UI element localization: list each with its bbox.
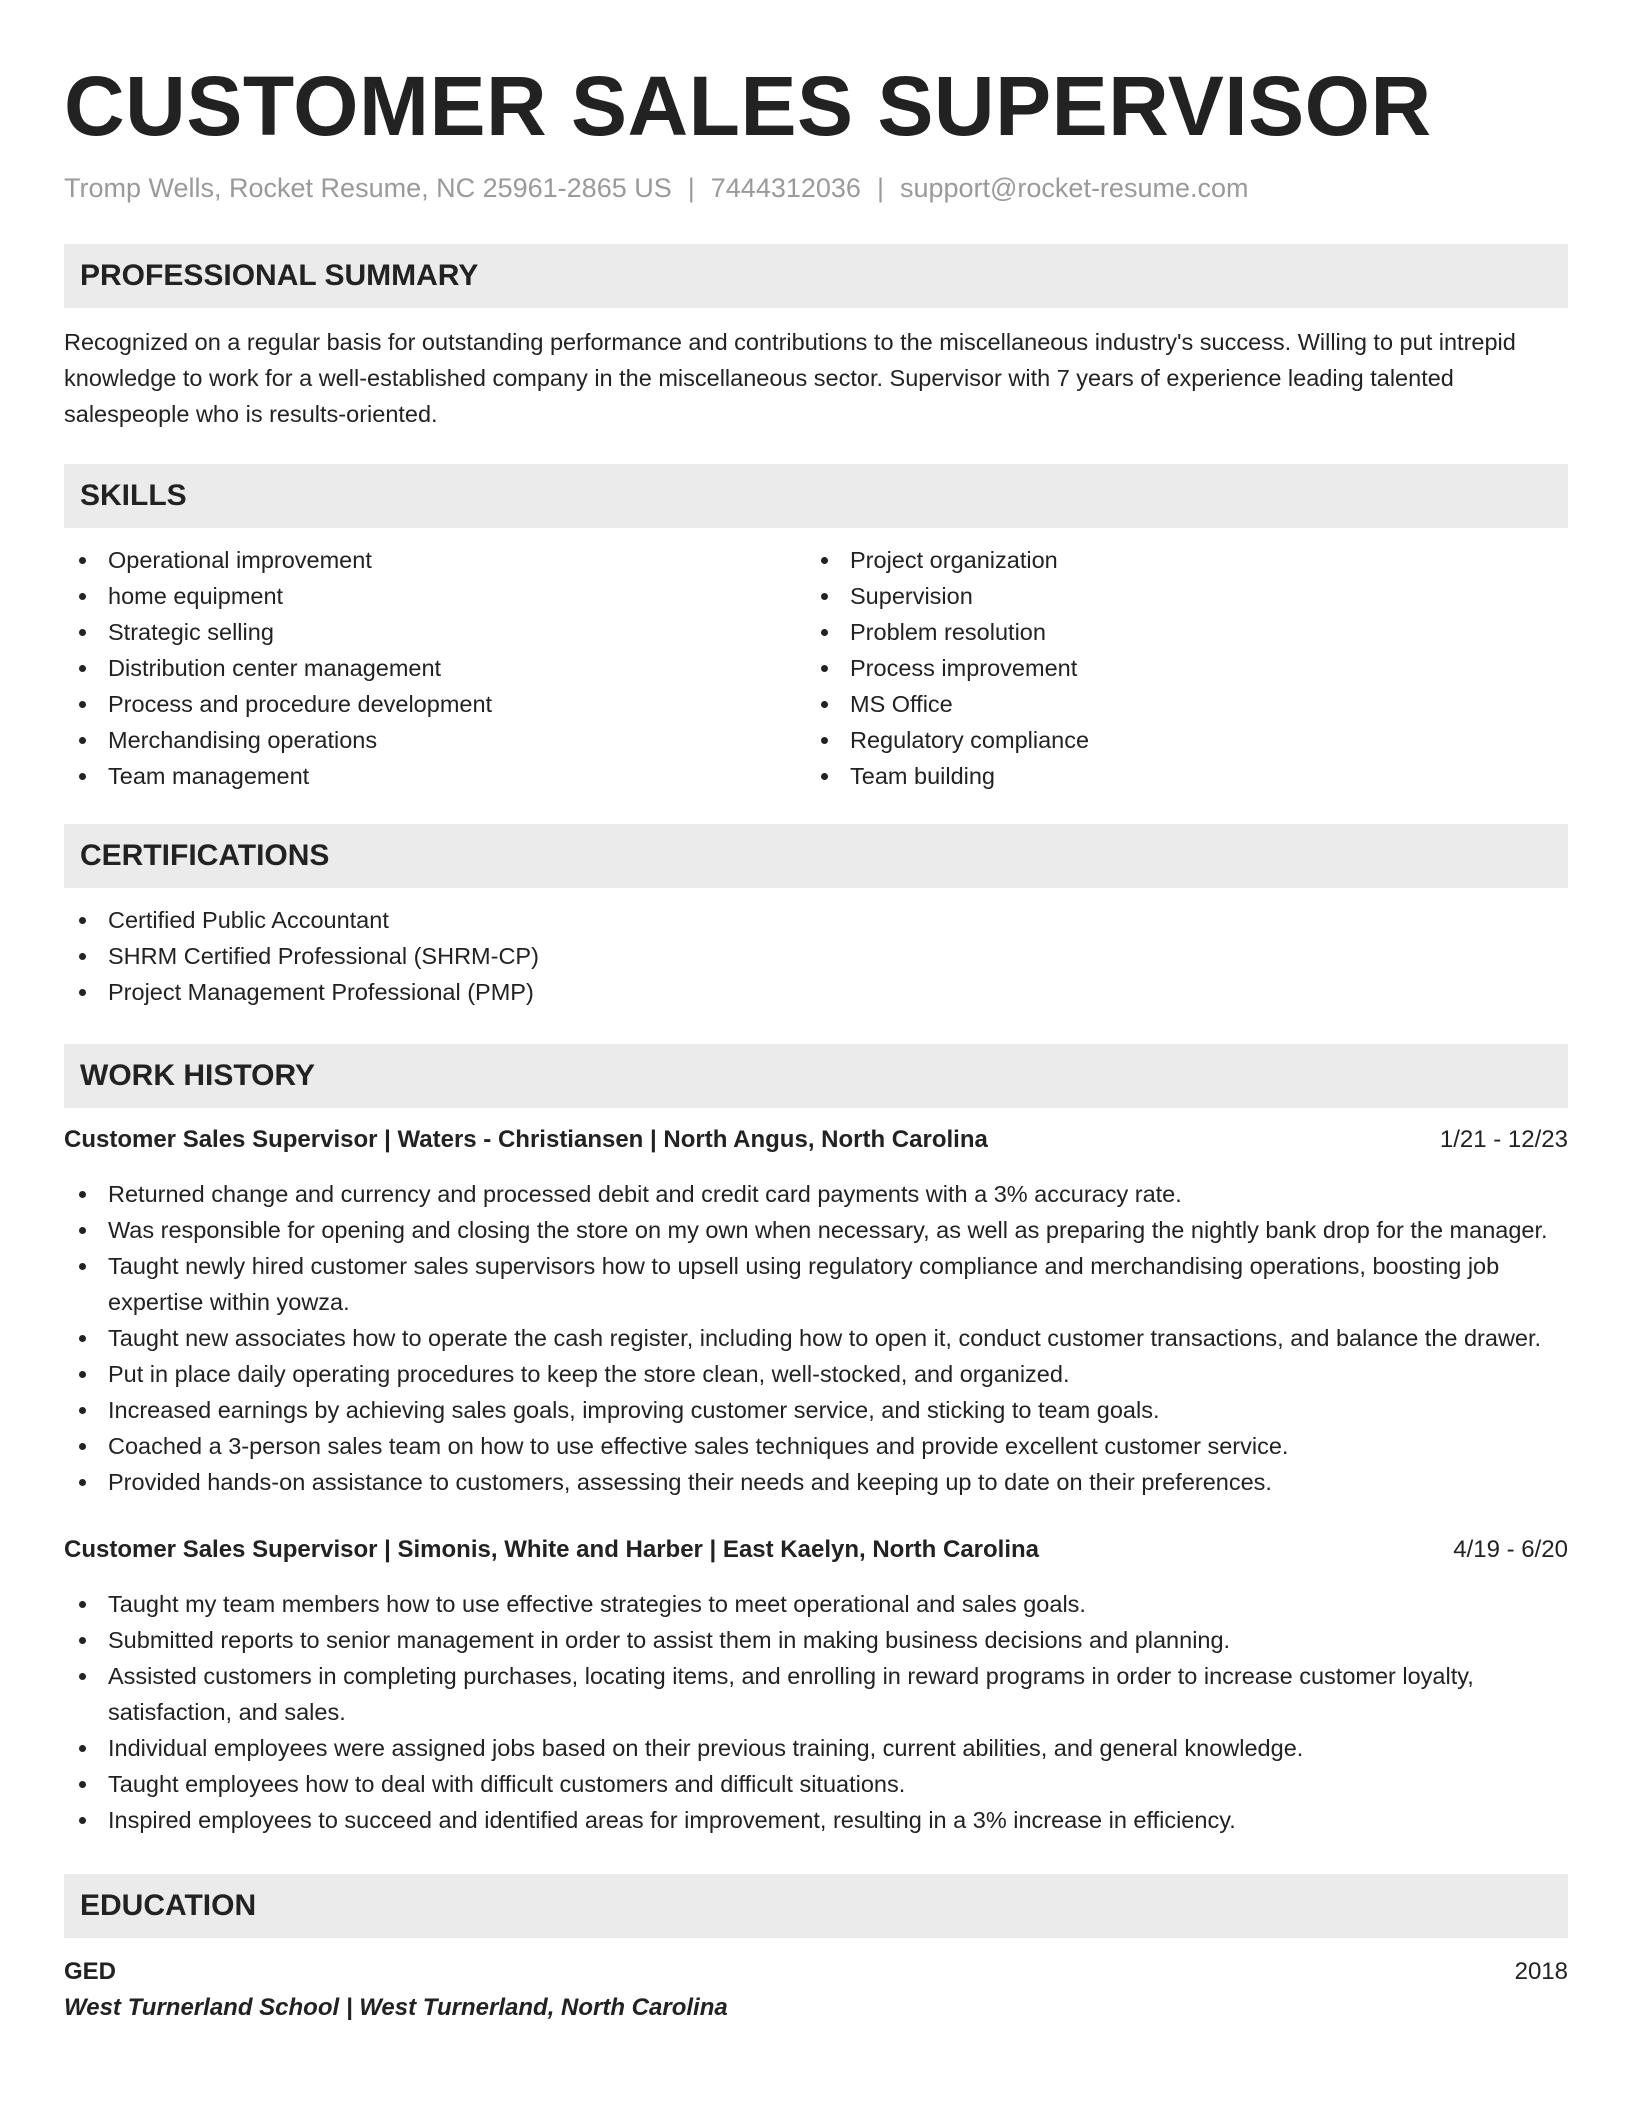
job-header [64,1122,1568,1158]
section-heading-work-history: WORK HISTORY [64,1044,1568,1108]
job-bullet: Taught newly hired customer sales supervisors how to upsell using regulatory compliance and merchandising operations, boosting job expertise within yowza. [64,1248,1568,1320]
job-bullets [64,1586,1568,1838]
contact-email: support@rocket-resume.com [899,173,1249,203]
skill-item: Operational improvement [64,542,806,578]
contact-separator: | [687,173,695,203]
job-bullet: Provided hands-on assistance to customers, assessing their needs and keeping up to date on their preferences. [64,1464,1568,1500]
job-bullet: Taught employees how to deal with difficult customers and difficult situations. [64,1766,1568,1802]
job-title: Customer Sales Supervisor | Waters - Christiansen | North Angus, North Carolina [64,1126,988,1153]
education-entry [64,1954,1568,1990]
skill-item: Regulatory compliance [806,722,1548,758]
job-bullet: Was responsible for opening and closing the store on my own when necessary, as well as preparing the nightly bank drop for the manager. [64,1212,1568,1248]
skill-item: Project organization [806,542,1548,578]
skills-column-left [64,542,806,794]
job-entry [64,1532,1568,1838]
skill-item: Team building [806,758,1548,794]
job-dates: 1/21 - 12/23 [1439,1126,1568,1153]
job-bullets [64,1176,1568,1500]
skill-item: MS Office [806,686,1548,722]
skill-item: Strategic selling [64,614,806,650]
certification-item: SHRM Certified Professional (SHRM-CP) [64,938,1568,974]
section-heading-summary: PROFESSIONAL SUMMARY [64,244,1568,308]
job-bullet: Assisted customers in completing purchases, locating items, and enrolling in reward programs in order to increase customer loyalty, satisfaction, and sales. [64,1658,1568,1730]
skill-item: Team management [64,758,806,794]
certifications-list [64,902,1568,1010]
resume-title: CUSTOMER SALES SUPERVISOR [64,59,1432,153]
contact-separator: | [876,173,884,203]
job-bullet: Inspired employees to succeed and identified areas for improvement, resulting in a 3% increase in efficiency. [64,1802,1568,1838]
job-entry [64,1122,1568,1500]
contact-address: Tromp Wells, Rocket Resume, NC 25961-2865 US [64,173,672,203]
job-bullet: Taught new associates how to operate the cash register, including how to open it, conduct customer transactions, and balance the drawer. [64,1320,1568,1356]
education-degree: GED [64,1958,117,1985]
job-bullet: Submitted reports to senior management in order to assist them in making business decisions and planning. [64,1622,1568,1658]
section-heading-certifications: CERTIFICATIONS [64,824,1568,888]
job-bullet: Taught my team members how to use effective strategies to meet operational and sales goals. [64,1586,1568,1622]
skill-item: Distribution center management [64,650,806,686]
job-bullet: Coached a 3-person sales team on how to use effective sales techniques and provide excellent customer service. [64,1428,1568,1464]
job-bullet: Returned change and currency and processed debit and credit card payments with a 3% accuracy rate. [64,1176,1568,1212]
certification-item: Project Management Professional (PMP) [64,974,1568,1010]
education-school: West Turnerland School | West Turnerland, North Carolina [64,1994,728,2021]
contact-phone: 7444312036 [710,173,861,203]
skill-item: home equipment [64,578,806,614]
contact-line [64,170,1568,206]
certification-item: Certified Public Accountant [64,902,1568,938]
job-bullet: Individual employees were assigned jobs based on their previous training, current abilities, and general knowledge. [64,1730,1568,1766]
skills-list [64,542,1568,794]
skill-item: Process improvement [806,650,1548,686]
skill-item: Merchandising operations [64,722,806,758]
job-dates: 4/19 - 6/20 [1453,1536,1568,1563]
skill-item: Process and procedure development [64,686,806,722]
job-bullet: Increased earnings by achieving sales goals, improving customer service, and sticking to team goals. [64,1392,1568,1428]
job-bullet: Put in place daily operating procedures to keep the store clean, well-stocked, and organized. [64,1356,1568,1392]
summary-text: Recognized on a regular basis for outstanding performance and contributions to the miscellaneous industry's success. Willing to put intrepid knowledge to work for a well-established company in the miscellaneous sector. Supervisor with 7 years of experience leading talented salespeople who is results-oriented. [64,329,1516,427]
skills-column-right [806,542,1548,794]
job-title: Customer Sales Supervisor | Simonis, White and Harber | East Kaelyn, North Carolina [64,1536,1040,1563]
section-heading-education: EDUCATION [64,1874,1568,1938]
education-year: 2018 [1514,1958,1568,1985]
skill-item: Problem resolution [806,614,1548,650]
skill-item: Supervision [806,578,1548,614]
job-header [64,1532,1568,1568]
section-heading-skills: SKILLS [64,464,1568,528]
